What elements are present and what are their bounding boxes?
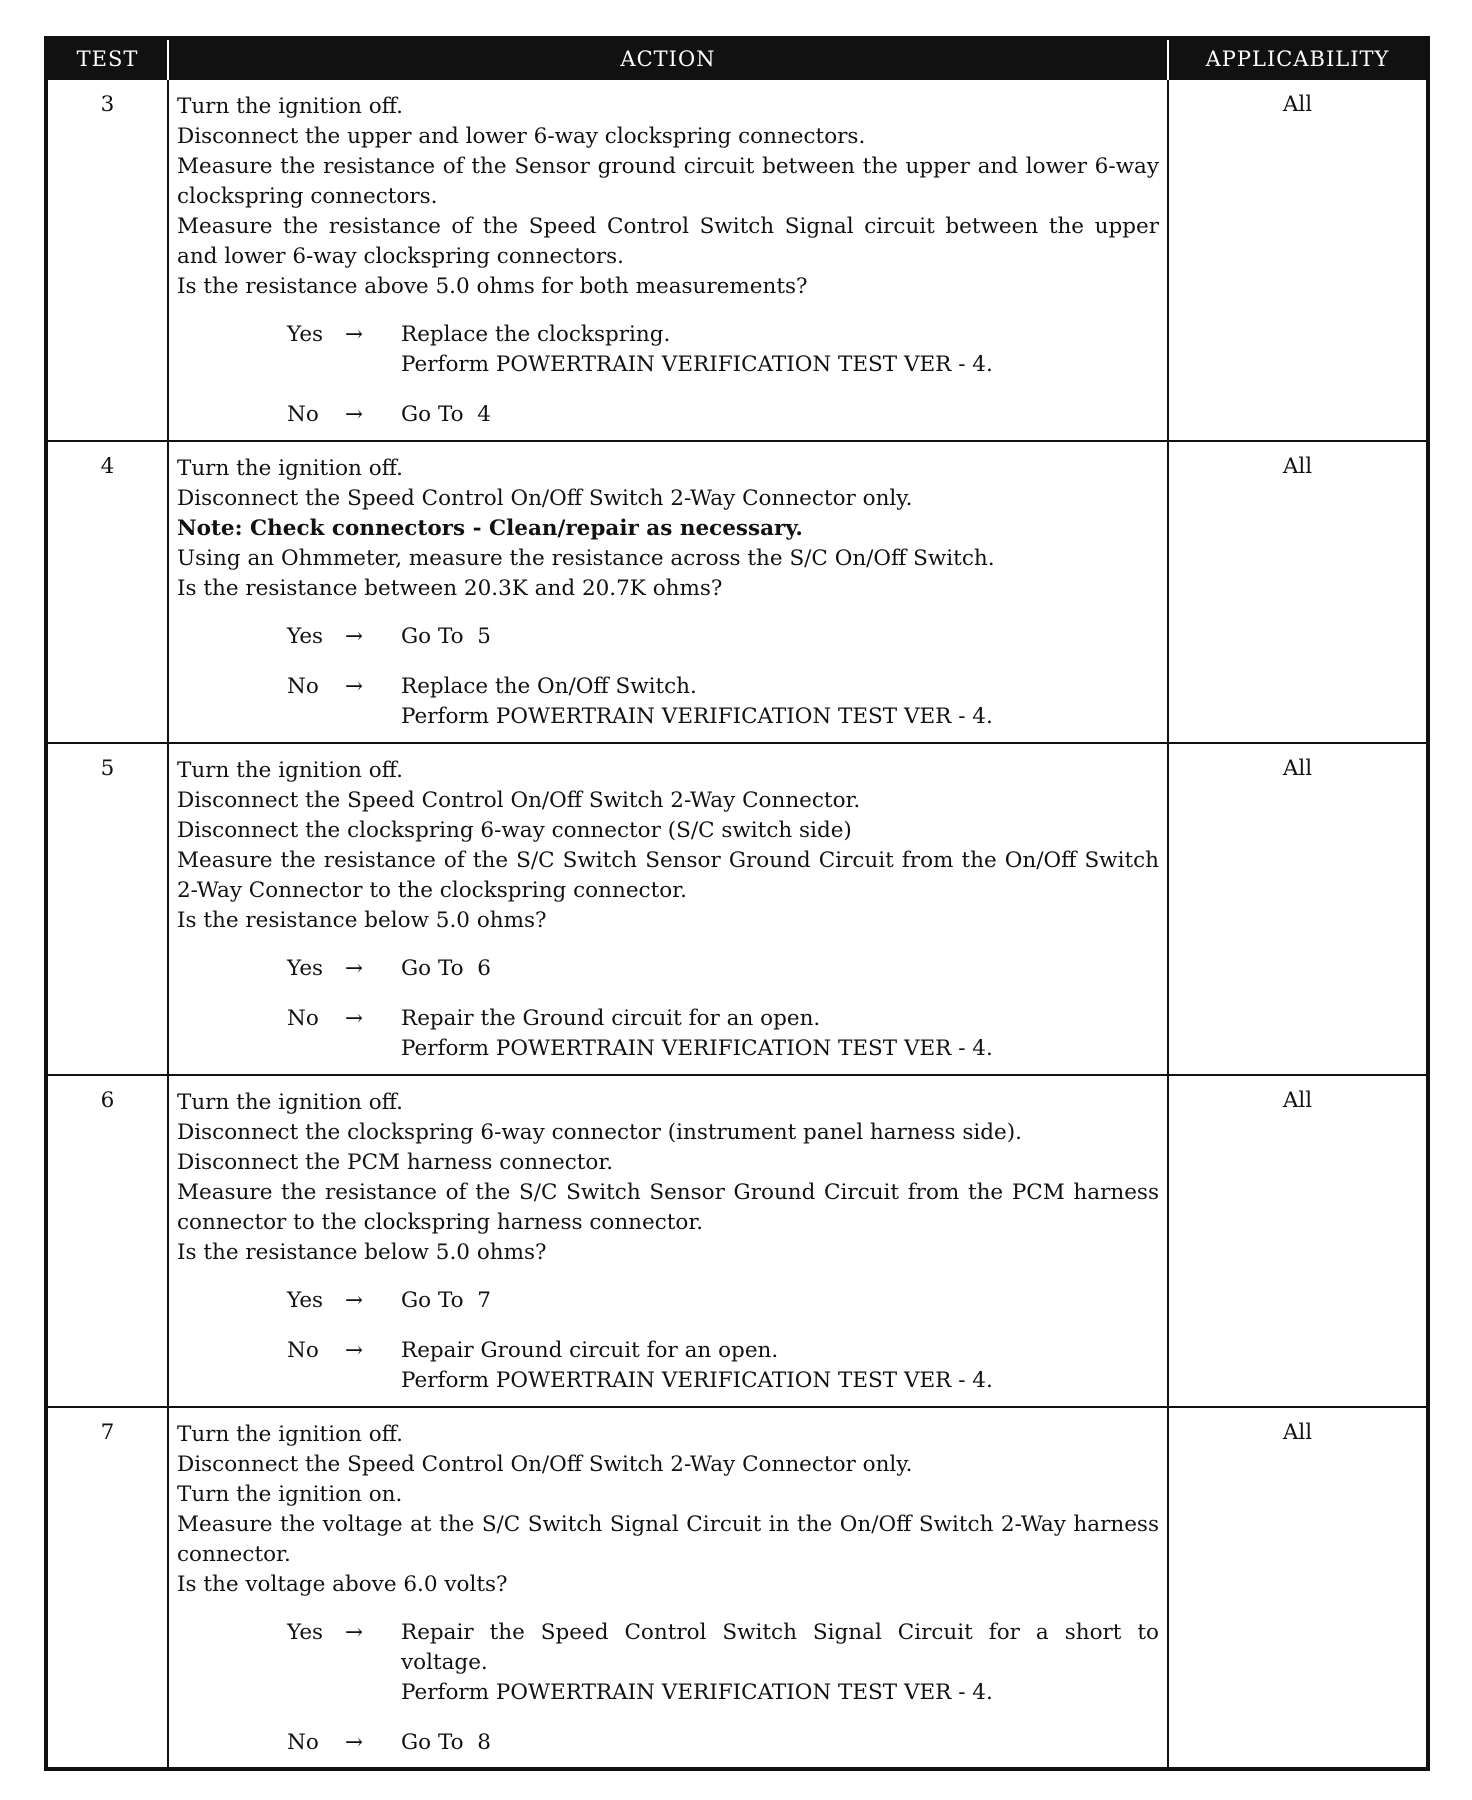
step-text: Disconnect the Speed Control On/Off Switch 2-Way Connector only. (177, 486, 913, 511)
step-text: Is the resistance below 5.0 ohms? (177, 908, 547, 933)
header-applicability: APPLICABILITY (1168, 38, 1428, 79)
action-cell (168, 79, 1168, 441)
step-text: Turn the ignition on. (177, 1482, 403, 1507)
test-number: 5 (46, 743, 168, 1075)
test-number: 4 (46, 441, 168, 743)
outcome-result (401, 1286, 1159, 1316)
result-line: Perform POWERTRAIN VERIFICATION TEST VER - 4. (401, 704, 993, 729)
result-line: Repair the Speed Control Switch Signal Circuit for a short to voltage. (401, 1620, 1166, 1675)
result-line: Go To 5 (401, 624, 491, 649)
right-arrow-icon: → (345, 674, 364, 699)
step-text: Disconnect the Speed Control On/Off Switch 2-Way Connector. (177, 788, 861, 813)
outcome-no (177, 1004, 1159, 1064)
header-test: TEST (46, 38, 168, 79)
step-text: Measure the resistance of the Sensor ground circuit between the upper and lower 6-way clockspring connectors. (177, 154, 1159, 209)
outcome-result (401, 1336, 1159, 1396)
result-line: Perform POWERTRAIN VERIFICATION TEST VER - 4. (401, 1680, 993, 1705)
test-number: 6 (46, 1075, 168, 1407)
step-text: Turn the ignition off. (177, 1422, 403, 1447)
applicability-value: All (1168, 1075, 1428, 1407)
outcome-result (401, 622, 1159, 652)
step-text: Turn the ignition off. (177, 94, 403, 119)
outcome-result (401, 1618, 1166, 1708)
result-line: Replace the On/Off Switch. (401, 674, 697, 699)
outcome-answer: No (287, 674, 319, 699)
outcome-result (401, 320, 1159, 380)
outcome-yes (177, 1618, 1166, 1708)
step-text: Is the resistance below 5.0 ohms? (177, 1240, 547, 1265)
outcome-list (177, 1286, 1159, 1396)
right-arrow-icon: → (345, 1730, 364, 1755)
applicability-value: All (1168, 1407, 1428, 1769)
diagnostic-test-table (44, 36, 1430, 1771)
outcome-answer: No (287, 1006, 319, 1031)
outcome-yes (177, 320, 1159, 380)
result-line: Perform POWERTRAIN VERIFICATION TEST VER - 4. (401, 352, 993, 377)
step-text: Is the voltage above 6.0 volts? (177, 1572, 508, 1597)
action-cell (168, 1075, 1168, 1407)
table-body (46, 79, 1428, 1769)
header-action: ACTION (168, 38, 1168, 79)
action-cell (168, 1407, 1168, 1769)
result-line: Go To 6 (401, 956, 491, 981)
result-line: Perform POWERTRAIN VERIFICATION TEST VER - 4. (401, 1036, 993, 1061)
outcome-list (177, 622, 1159, 732)
outcome-answer: Yes (287, 624, 324, 649)
result-line: Go To 4 (401, 402, 491, 427)
test-number: 7 (46, 1407, 168, 1769)
step-text: Measure the resistance of the S/C Switch Sensor Ground Circuit from the On/Off Switch 2-Way Connector to the clockspring connector. (177, 848, 1159, 903)
outcome-yes (177, 954, 1159, 984)
outcome-result (401, 1728, 1159, 1758)
applicability-value: All (1168, 79, 1428, 441)
right-arrow-icon: → (345, 322, 364, 347)
right-arrow-icon: → (345, 402, 364, 427)
applicability-value: All (1168, 441, 1428, 743)
outcome-list (177, 1618, 1166, 1758)
step-text: Measure the voltage at the S/C Switch Signal Circuit in the On/Off Switch 2-Way harness connector. (177, 1512, 1159, 1567)
result-line: Go To 7 (401, 1288, 491, 1313)
action-cell (168, 441, 1168, 743)
result-line: Repair the Ground circuit for an open. (401, 1006, 821, 1031)
outcome-no (177, 400, 1159, 430)
step-text: Is the resistance above 5.0 ohms for both measurements? (177, 274, 808, 299)
outcome-no (177, 1728, 1159, 1758)
step-text: Disconnect the upper and lower 6-way clockspring connectors. (177, 124, 866, 149)
step-text: Turn the ignition off. (177, 1090, 403, 1115)
result-line: Go To 8 (401, 1730, 491, 1755)
outcome-answer: Yes (287, 322, 324, 347)
table-row (46, 79, 1428, 441)
step-text: Is the resistance between 20.3K and 20.7K ohms? (177, 576, 723, 601)
outcome-answer: Yes (287, 1288, 324, 1313)
step-text: Using an Ohmmeter, measure the resistance across the S/C On/Off Switch. (177, 546, 995, 571)
outcome-list (177, 320, 1159, 430)
step-text: Turn the ignition off. (177, 456, 403, 481)
outcome-answer: Yes (287, 956, 324, 981)
right-arrow-icon: → (345, 956, 364, 981)
right-arrow-icon: → (345, 1620, 364, 1645)
outcome-answer: No (287, 1730, 319, 1755)
right-arrow-icon: → (345, 1006, 364, 1031)
note-text: Note: Check connectors - Clean/repair as necessary. (177, 516, 803, 541)
result-line: Repair Ground circuit for an open. (401, 1338, 779, 1363)
right-arrow-icon: → (345, 1338, 364, 1363)
table-row (46, 441, 1428, 743)
action-cell (168, 743, 1168, 1075)
outcome-no (177, 672, 1159, 732)
table-row (46, 1075, 1428, 1407)
table-header-row (46, 38, 1428, 79)
right-arrow-icon: → (345, 1288, 364, 1313)
step-text: Turn the ignition off. (177, 758, 403, 783)
test-number: 3 (46, 79, 168, 441)
step-text: Disconnect the clockspring 6-way connector (S/C switch side) (177, 818, 852, 843)
outcome-result (401, 672, 1159, 732)
result-line: Perform POWERTRAIN VERIFICATION TEST VER - 4. (401, 1368, 993, 1393)
right-arrow-icon: → (345, 624, 364, 649)
result-line: Replace the clockspring. (401, 322, 671, 347)
outcome-result (401, 954, 1159, 984)
outcome-answer: Yes (287, 1620, 324, 1645)
step-text: Disconnect the clockspring 6-way connector (instrument panel harness side). (177, 1120, 1022, 1145)
outcome-yes (177, 622, 1159, 652)
step-text: Measure the resistance of the S/C Switch Sensor Ground Circuit from the PCM harness connector to the clockspring harness connector. (177, 1180, 1159, 1235)
outcome-answer: No (287, 402, 319, 427)
table-row (46, 1407, 1428, 1769)
outcome-yes (177, 1286, 1159, 1316)
table-row (46, 743, 1428, 1075)
applicability-value: All (1168, 743, 1428, 1075)
step-text: Disconnect the PCM harness connector. (177, 1150, 614, 1175)
outcome-answer: No (287, 1338, 319, 1363)
outcome-result (401, 1004, 1159, 1064)
outcome-no (177, 1336, 1159, 1396)
outcome-list (177, 954, 1159, 1064)
outcome-result (401, 400, 1159, 430)
step-text: Measure the resistance of the Speed Control Switch Signal circuit between the upper and lower 6-way clockspring connectors. (177, 214, 1159, 269)
step-text: Disconnect the Speed Control On/Off Switch 2-Way Connector only. (177, 1452, 913, 1477)
